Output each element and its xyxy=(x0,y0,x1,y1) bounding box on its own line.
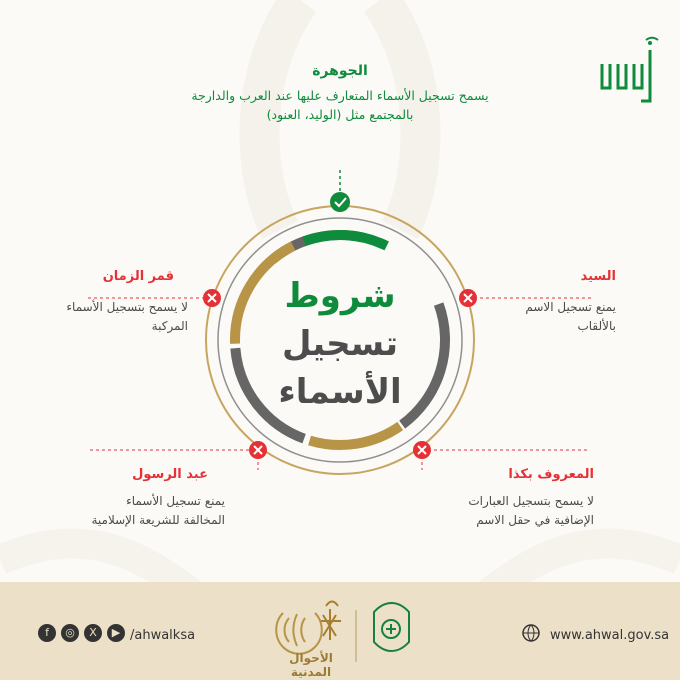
center-line-3: الأسماء xyxy=(278,372,402,412)
top-rule-title: الجوهرة xyxy=(312,63,368,79)
left-lower-text: يمنع تسجيل الأسماء المخالفة للشريعة الإسلامية xyxy=(91,494,225,527)
left-upper-text: لا يسمح بتسجيل الأسماء المركبة xyxy=(66,300,188,333)
facebook-icon[interactable]: f xyxy=(38,624,56,642)
absher-logo xyxy=(602,38,658,101)
right-upper-title: السيد xyxy=(580,269,616,284)
cross-icon-left-upper xyxy=(203,289,221,307)
ahwal-label: الأحوال المدنية xyxy=(289,651,333,679)
center-title xyxy=(252,272,428,416)
youtube-icon[interactable]: ▶ xyxy=(107,624,125,642)
right-upper-text: يمنع تسجيل الاسم بالألقاب xyxy=(525,300,616,333)
center-line-1: شروط xyxy=(284,276,396,316)
cross-icon-left-lower xyxy=(249,441,267,459)
x-icon[interactable]: X xyxy=(84,624,102,642)
cross-icon-right-lower xyxy=(413,441,431,459)
website-link[interactable]: www.ahwal.gov.sa xyxy=(550,628,670,643)
left-lower-title: عبد الرسول xyxy=(132,467,208,482)
center-line-2: تسجيل xyxy=(281,324,399,364)
social-handle[interactable]: /ahwalksa xyxy=(130,628,196,643)
top-rule-block xyxy=(190,62,490,124)
left-upper-title: قمر الزمان xyxy=(102,269,174,284)
cross-icon-right-upper xyxy=(459,289,477,307)
right-lower-text: لا يسمح بتسجيل العبارات الإضافية في حقل الاسم xyxy=(468,494,594,527)
top-rule-text: يسمح تسجيل الأسماء المتعارف عليها عند العرب والدارجة بالمجتمع مثل (الوليد، العنود) xyxy=(191,88,489,122)
right-lower-title: المعروف بكذا xyxy=(508,467,594,482)
instagram-icon[interactable]: ◎ xyxy=(61,624,79,642)
top-check-marker xyxy=(330,192,350,212)
